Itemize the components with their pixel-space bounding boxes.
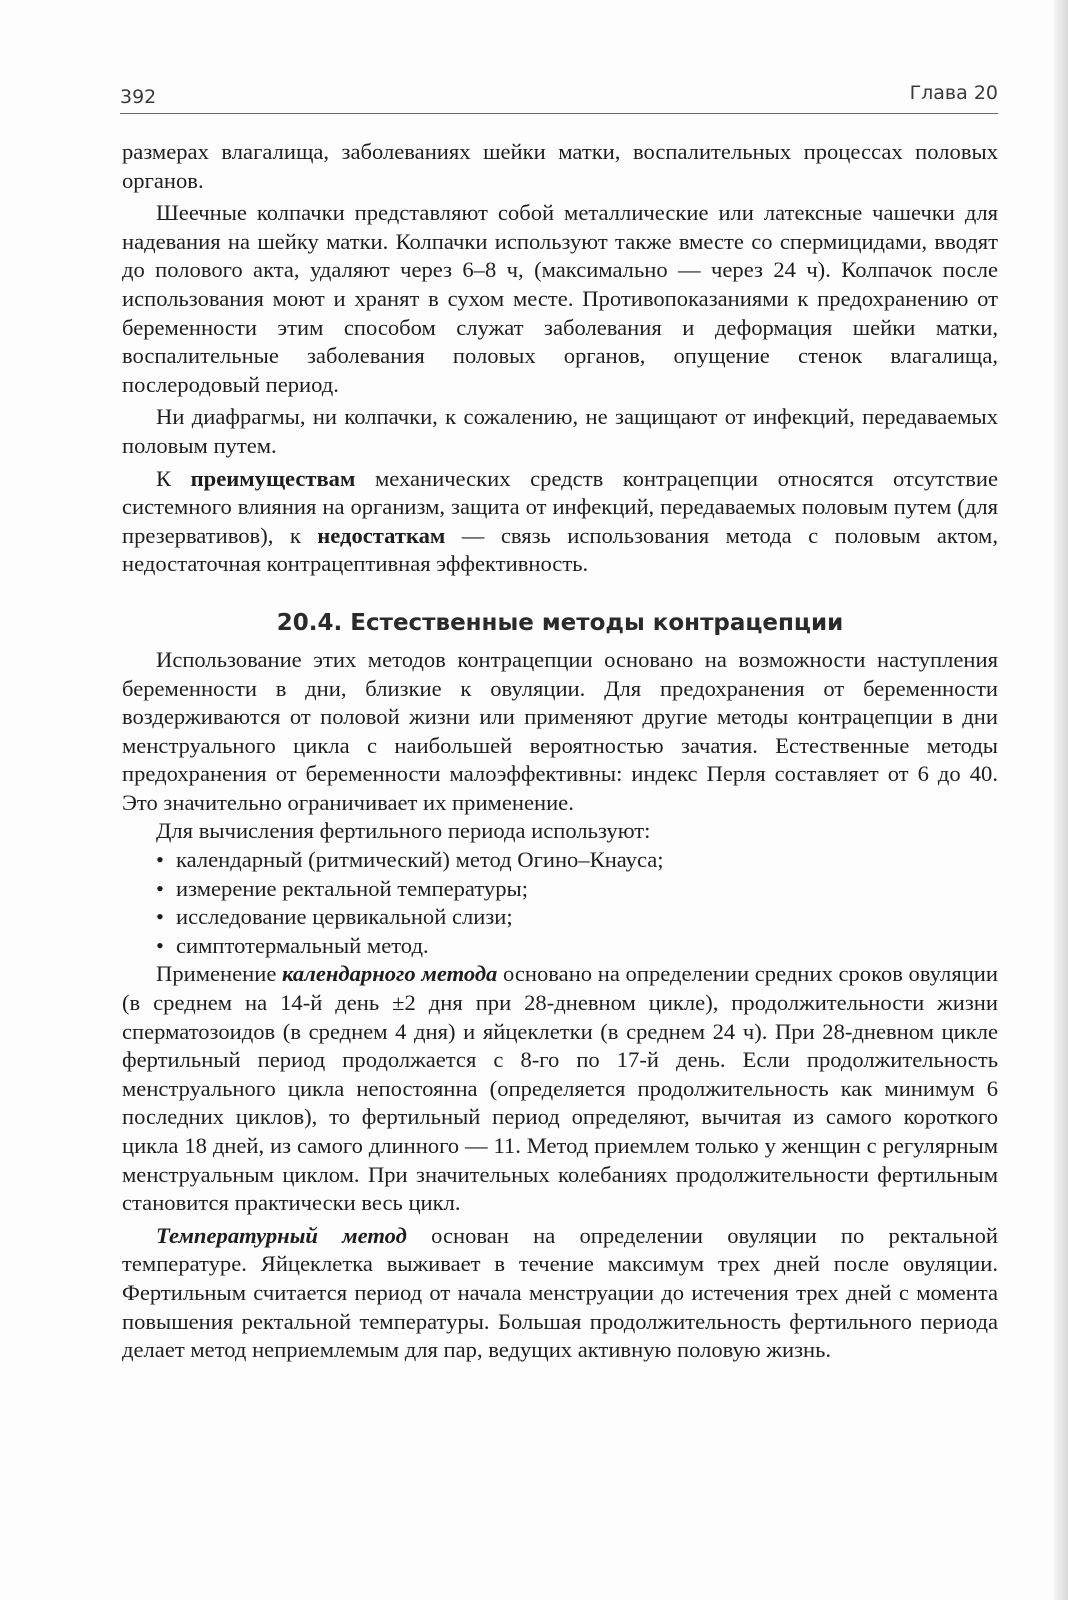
list-item xyxy=(156,903,998,932)
paragraph-natural-methods-intro: Использование этих методов контрацепции основано на возможности наступления беременности в дни, близкие к овуляции. Для предохранения от беременности воздерживаются от половой жизни или применяют другие методы контрацепции в дни менструального цикла с наибольшей вероятностью зачатия. Естественные методы предохранения от беременности малоэффективны: индекс Перля составляет от 6 до 40. Это значительно ограничивает их применение. xyxy=(122,646,998,815)
temperature-text-b: основан на определении овуляции по ректальной температуре. Яйцеклетка выживает в течение максимум трех дней после овуляции. Фертильным считается период от начала менструации до истечения трех дней с момента повышения ректальной температуры. Большая продолжительность фертильного периода делает метод неприемлемым для пар, ведущих активную половую жизнь. xyxy=(122,1222,998,1363)
paragraph-temperature-method xyxy=(122,1222,998,1365)
calendar-text-a: Применение xyxy=(156,961,283,987)
header-rule xyxy=(120,113,998,114)
paragraph-advantages xyxy=(122,465,998,579)
paragraph-continuation: размерах влагалища, заболеваниях шейки матки, воспалительных процессах половых органов. xyxy=(122,139,998,193)
paragraph-no-protection: Ни диафрагмы, ни колпачки, к сожалению, не защищают от инфекций, передаваемых половым путем. xyxy=(122,404,998,458)
paragraph-cervical-caps: Шеечные колпачки представляют собой металлические или латексные чашечки для надевания на шейку матки. Колпачки используют также вместе со спермицидами, вводят до полового акта, удаляют через 6–8 ч, (максимально — через 24 ч). Колпачок после использования моют и хранят в сухом месте. Противопоказаниями к предохранению от беременности этим способом служат заболевания и деформация шейки матки, воспалительные заболевания половых органов, опущение стенок влагалища, послеродовый период. xyxy=(122,200,998,397)
paragraph-calendar-method xyxy=(122,960,998,1217)
list-item xyxy=(156,932,998,961)
advantages-text-a: К xyxy=(156,465,191,491)
advantages-text-e: — связь использования метода с половым актом, недостаточная контрацептивная эффективность. xyxy=(122,522,998,577)
list-item-text: измерение ректальной температуры; xyxy=(176,875,528,901)
bullet-icon: • xyxy=(156,875,164,901)
calendar-text-c: основано на определении средних сроков овуляции (в среднем на 14-й день ±2 дня при 28-дневном цикле), продолжительности жизни сперматозоидов (в среднем 4 дня) и яйцеклетки (в среднем 24 ч). При 28-дневном цикле фертильный период продолжается с 8-го по 17-й день. Если продолжительность менструального цикла непостоянна (определяется продолжительность как минимум 6 последних циклов), то фертильный период определяют, вычитая из самого короткого цикла 18 дней, из самого длинного — 11. Метод приемлем только у женщин с регулярным менструальным циклом. При значительных колебаниях продолжительности фертильным становится практически весь цикл. xyxy=(122,961,998,1216)
bullet-icon: • xyxy=(156,847,164,873)
bullet-icon: • xyxy=(156,932,164,958)
disadvantages-term: недостаткам xyxy=(317,522,446,548)
running-header xyxy=(120,82,998,114)
list-item xyxy=(156,875,998,904)
temperature-term: Температурный метод xyxy=(156,1222,407,1248)
section-heading: 20.4. Естественные методы контрацепции xyxy=(276,609,844,636)
list-item-text: симптотермальный метод. xyxy=(176,932,429,958)
page-edge-shadow xyxy=(1054,0,1068,1600)
list-item-text: исследование цервикальной слизи; xyxy=(176,904,513,930)
methods-list xyxy=(122,846,998,960)
calendar-term: календарного метода xyxy=(282,961,498,987)
bullet-icon: • xyxy=(156,904,164,930)
body-text xyxy=(122,138,998,1365)
advantages-term: преимуществам xyxy=(190,465,356,491)
list-item-text: календарный (ритмический) метод Огино–Кнауса; xyxy=(176,847,664,873)
list-item xyxy=(156,846,998,875)
list-intro: Для вычисления фертильного периода используют: xyxy=(156,818,651,844)
advantages-text-c: механических средств контрацепции относятся отсутствие системного влияния на организм, защита от инфекций, передаваемых половым путем (для презервативов), к xyxy=(122,465,999,548)
page-number: 392 xyxy=(120,86,157,108)
chapter-label: Глава 20 xyxy=(909,82,998,104)
